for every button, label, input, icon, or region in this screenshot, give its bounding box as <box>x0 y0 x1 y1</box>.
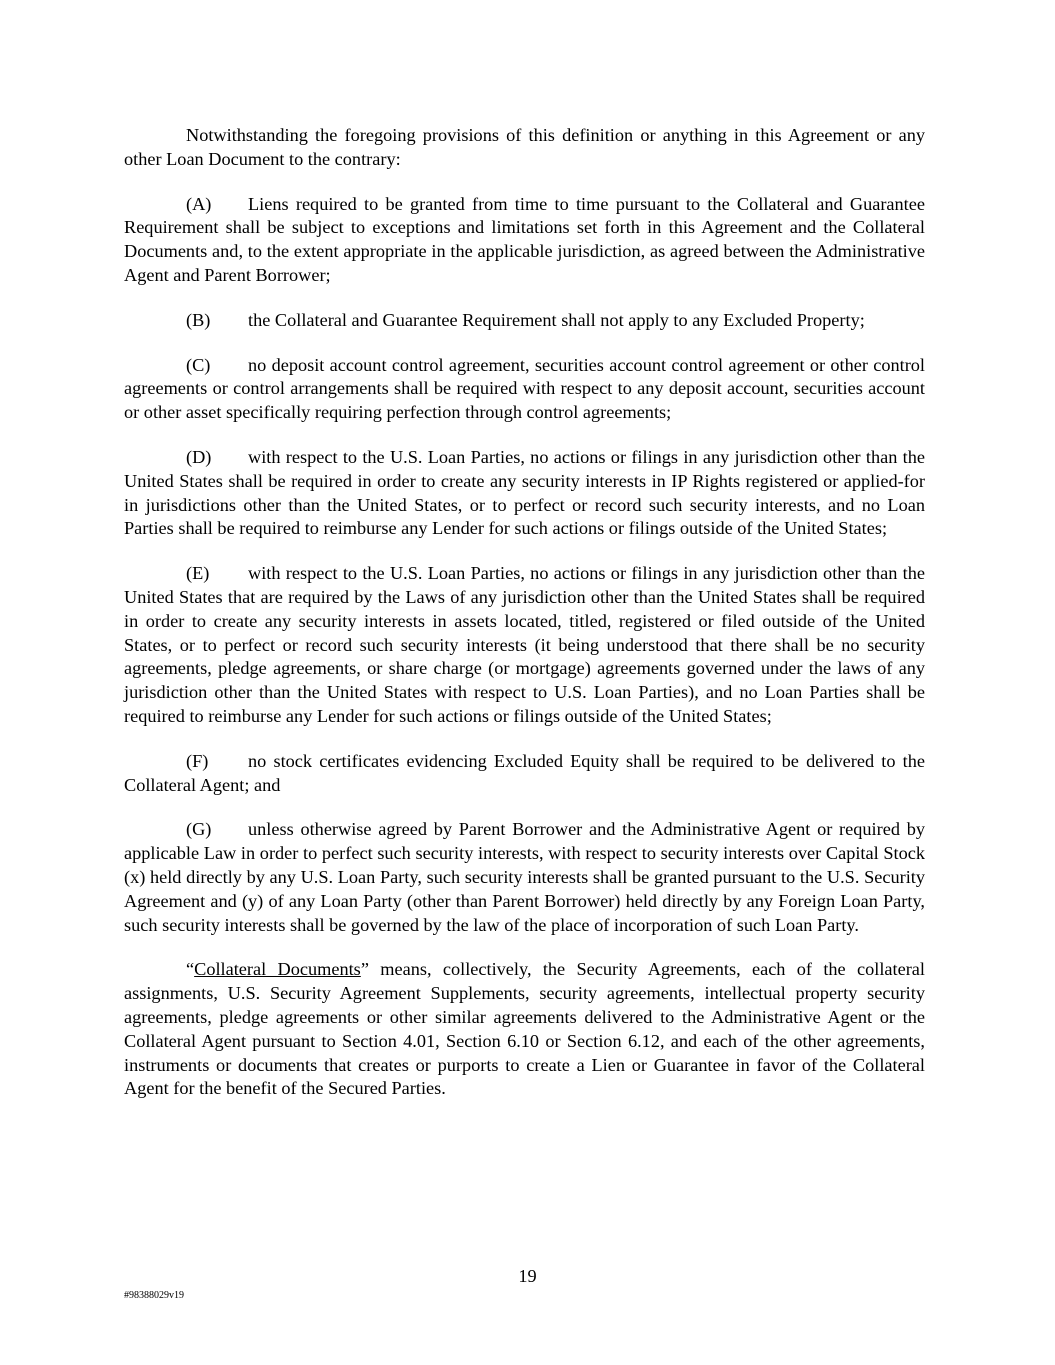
document-body <box>124 124 925 1122</box>
clause-text: unless otherwise agreed by Parent Borrower and the Administrative Agent or required by applicable Law in order to perfect such security interests, with respect to security interests over Capital Stock (x) held directly by any U.S. Loan Party, such security interests shall be granted pursuant to the U.S. Security Agreement and (y) of any Loan Party (other than Parent Borrower) held directly by any Foreign Loan Party, such security interests shall be governed by the law of the place of incorporation of such Loan Party. <box>124 819 925 935</box>
defined-term: Collateral Documents <box>194 959 361 980</box>
clause-f <box>124 750 925 798</box>
page-number: 19 <box>518 1266 537 1286</box>
clause-label: (G) <box>186 819 212 840</box>
clause-text: with respect to the U.S. Loan Parties, no actions or filings in any jurisdiction other than the United States that are required by the Laws of any jurisdiction other than the United States shall be required in order to create any security interests in assets located, titled, registered or filed outside of the United States, or to perfect or record such security interests (it being understood that there shall be no security agreements, pledge agreements, or share charge (or mortgage) agreements governed under the laws of any jurisdiction other than the United States with respect to U.S. Loan Parties), and no Loan Parties shall be required to reimburse any Lender for such actions or filings outside of the United States; <box>124 563 925 726</box>
definition-text: ” means, collectively, the Security Agreements, each of the collateral assignments, U.S. Security Agreement Supplements, security agreements, intellectual property security agreements, pledge agreements or other similar agreements delivered to the Administrative Agent or the Collateral Agent pursuant to Section 4.01, Section 6.10 or Section 6.12, and each of the other agreements, instruments or documents that creates or purports to create a Lien or Guarantee in favor of the Collateral Agent for the benefit of the Secured Parties. <box>124 959 925 1099</box>
clause-text: Liens required to be granted from time to time pursuant to the Collateral and Guarantee Requirement shall be subject to exceptions and limitations set forth in this Agreement and the Collateral Documents and, to the extent appropriate in the applicable jurisdiction, as agreed between the Administrative Agent and Parent Borrower; <box>124 193 925 285</box>
document-id: #98388029v19 <box>124 1290 184 1301</box>
clause-label: (B) <box>186 309 211 330</box>
clause-b <box>124 309 925 333</box>
clause-text: no stock certificates evidencing Excluded Equity shall be required to be delivered to the Collateral Agent; and <box>124 750 925 795</box>
open-quote: “ <box>186 959 195 980</box>
clause-a <box>124 193 925 288</box>
clause-g <box>124 818 925 937</box>
clause-c <box>124 354 925 425</box>
clause-label: (A) <box>186 193 212 214</box>
clause-text: with respect to the U.S. Loan Parties, no actions or filings in any jurisdiction other than the United States shall be required in order to create any security interests in IP Rights registered or applied-for in jurisdictions other than the United States, or to perfect or record such security interests, and no Loan Parties shall be required to reimburse any Lender for such actions or filings outside of the United States; <box>124 446 925 539</box>
clause-text: no deposit account control agreement, securities account control agreement or other control agreements or control arrangements shall be required with respect to any deposit account, securities account or other asset specifically requiring perfection through control agreements; <box>124 354 925 423</box>
clause-label: (F) <box>186 750 209 771</box>
clause-text: the Collateral and Guarantee Requirement shall not apply to any Excluded Property; <box>248 309 865 330</box>
definition-collateral-documents <box>124 958 925 1101</box>
clause-label: (C) <box>186 354 211 375</box>
clause-e <box>124 562 925 729</box>
clause-label: (D) <box>186 446 212 467</box>
clause-label: (E) <box>186 563 210 584</box>
clause-d <box>124 446 925 541</box>
intro-paragraph: Notwithstanding the foregoing provisions of this definition or anything in this Agreement or any other Loan Document to the contrary: <box>124 125 925 169</box>
